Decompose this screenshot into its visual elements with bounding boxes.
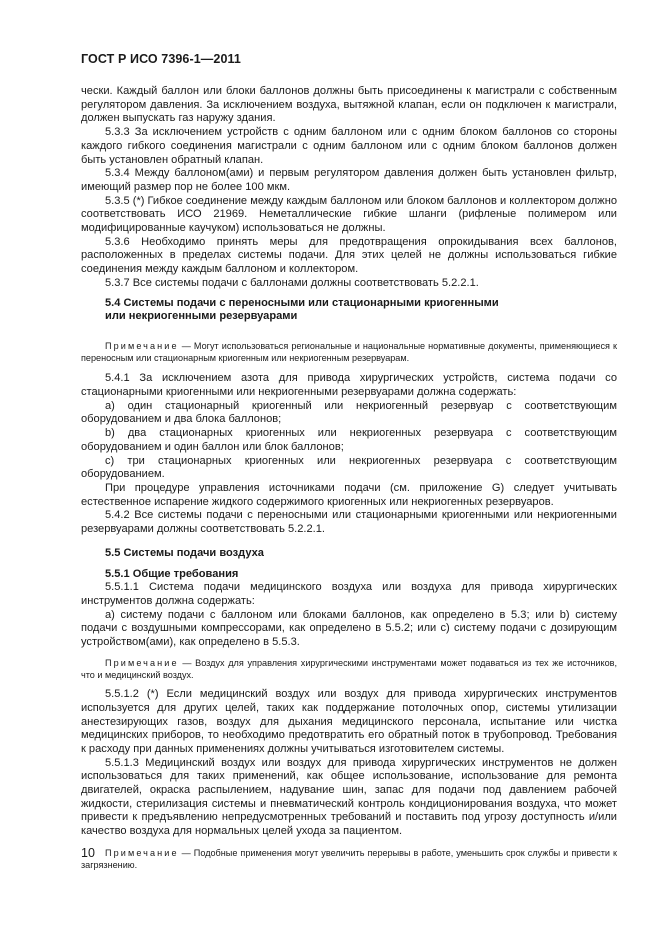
- section-5-4-heading-line2: или некриогенными резервуарами: [105, 310, 298, 323]
- clause-5-5-1-1: 5.5.1.1 Система подачи медицинского воздуха или воздуха для привода хирургических инструментов должна содержать:: [81, 581, 617, 607]
- clause-5-4-1: 5.4.1 За исключением азота для привода хирургических устройств, система подачи со стационарными криогенными или некриогенными резервуарами должна содержать:: [81, 372, 617, 399]
- section-5-5-heading: 5.5 Системы подачи воздуха: [105, 546, 264, 559]
- list-item-c: c) три стационарных криогенных или некриогенных резервуара с соответствующим оборудованием.: [81, 454, 617, 481]
- document-body: [81, 85, 617, 871]
- clause-5-3-6: 5.3.6 Необходимо принять меры для предотвращения опрокидывания всех баллонов, расположенных в пределах системы подачи. Для этих целей не должны использоваться гибкие соединения между каждым баллоном и коллектором.: [81, 235, 617, 276]
- note-label: Примечание: [105, 847, 179, 858]
- clause-5-3-4: 5.3.4 Между баллоном(ами) и первым регулятором давления должен быть установлен фильтр, имеющий размер пор не более 100 мкм.: [81, 167, 617, 193]
- page-number: 10: [81, 846, 95, 860]
- paragraph-annex-g: При процедуре управления источниками подачи (см. приложение G) следует учитывать естественное испарение жидкого содержимого криогенных или некриогенных резервуаров.: [81, 481, 617, 508]
- page-header-title: ГОСТ Р ИСО 7396-1—2011: [81, 52, 241, 66]
- list-systems: a) систему подачи с баллоном или блоками баллонов, как определено в 5.3; или b) систему подачи с воздушными компрессорами, как определено в 5.5.2; или c) систему подачи с дозирующим устройством(ами), как определено в 5.5.3.: [81, 608, 617, 649]
- clause-5-3-3: 5.3.3 За исключением устройств с одним баллоном или с одним блоком баллонов со стороны каждого гибкого соединения магистрали с одним баллоном или с одним блоком баллонов должен быть установлен обратный клапан.: [81, 126, 617, 166]
- list-item-a: a) один стационарный криогенный или некриогенный резервуар с соответствующим оборудованием и два блока баллонов;: [81, 399, 617, 426]
- clause-5-5-1-3: 5.5.1.3 Медицинский воздух или воздух для привода хирургических инструментов не должен использоваться для таких применений, как общее использование, использование для ремонта двигателей, окраска распылением, надувание шин, запас для подачи под давлением рабочей жидкости, стерилизация системы и пневматический контроль кондиционирования воздуха, что может привести к предъявлению непредусмотренных требований и поставить под угрозу доступность и/или качество воздуха для нормальных целей ухода за пациентом.: [81, 756, 617, 838]
- clause-5-3-7: 5.3.7 Все системы подачи с баллонами должны соответствовать 5.2.2.1.: [105, 276, 479, 289]
- clause-5-4-2: 5.4.2 Все системы подачи с переносными или стационарными криогенными или некриогенными резервуарами должны соответствовать 5.2.2.1.: [81, 509, 617, 536]
- note-text: — Могут использоваться региональные и национальные нормативные документы, применяющиеся к переносным или стационарным криогенным или некриогенным резервуарам.: [81, 340, 617, 364]
- note-5-5-1-1: [81, 657, 617, 681]
- clause-5-3-5: 5.3.5 (*) Гибкое соединение между каждым баллоном или блоком баллонов и коллектором должно соответствовать ИСО 21969. Неметаллические гибкие шланги (рифленые полимером или модифицированные каучуком) использоваться не должны.: [81, 194, 617, 235]
- paragraph-continuation: чески. Каждый баллон или блоки баллонов должны быть присоединены к магистрали с собственным регулятором давления. За исключением воздуха, вытяжной клапан, если он подключен к магистрали, должен выпускать газ наружу здания.: [81, 85, 617, 125]
- note-5-4: [81, 340, 617, 364]
- note-text: — Подобные применения могут увеличить перерывы в работе, уменьшить срок службы и привести к загрязнению.: [81, 847, 617, 871]
- clause-5-5-1-2: 5.5.1.2 (*) Если медицинский воздух или воздух для привода хирургических инструментов используется для других целей, таких как поддержание потолочных опор, системы утилизации анестезирующих газов, воздух для дыхания медицинского персонала, испытание или чистка медицинских приборов, то необходимо предотвратить его обратный поток в трубопровод. Требования к расходу при данных применениях должны учитываться изготовителем системы.: [81, 688, 617, 755]
- section-5-5-1-heading: 5.5.1 Общие требования: [105, 567, 239, 580]
- note-label: Примечание: [105, 657, 179, 668]
- note-label: Примечание: [105, 340, 179, 351]
- list-item-b: b) два стационарных криогенных или некриогенных резервуара с соответствующим оборудованием и один баллон или блок баллонов;: [81, 427, 617, 453]
- note-5-5-1-3: [81, 847, 617, 871]
- section-5-4-heading-line1: 5.4 Системы подачи с переносными или стационарными криогенными: [105, 296, 499, 309]
- note-text: — Воздух для управления хирургическими инструментами может подаваться из тех же источников, что и медицинский воздух.: [81, 657, 617, 680]
